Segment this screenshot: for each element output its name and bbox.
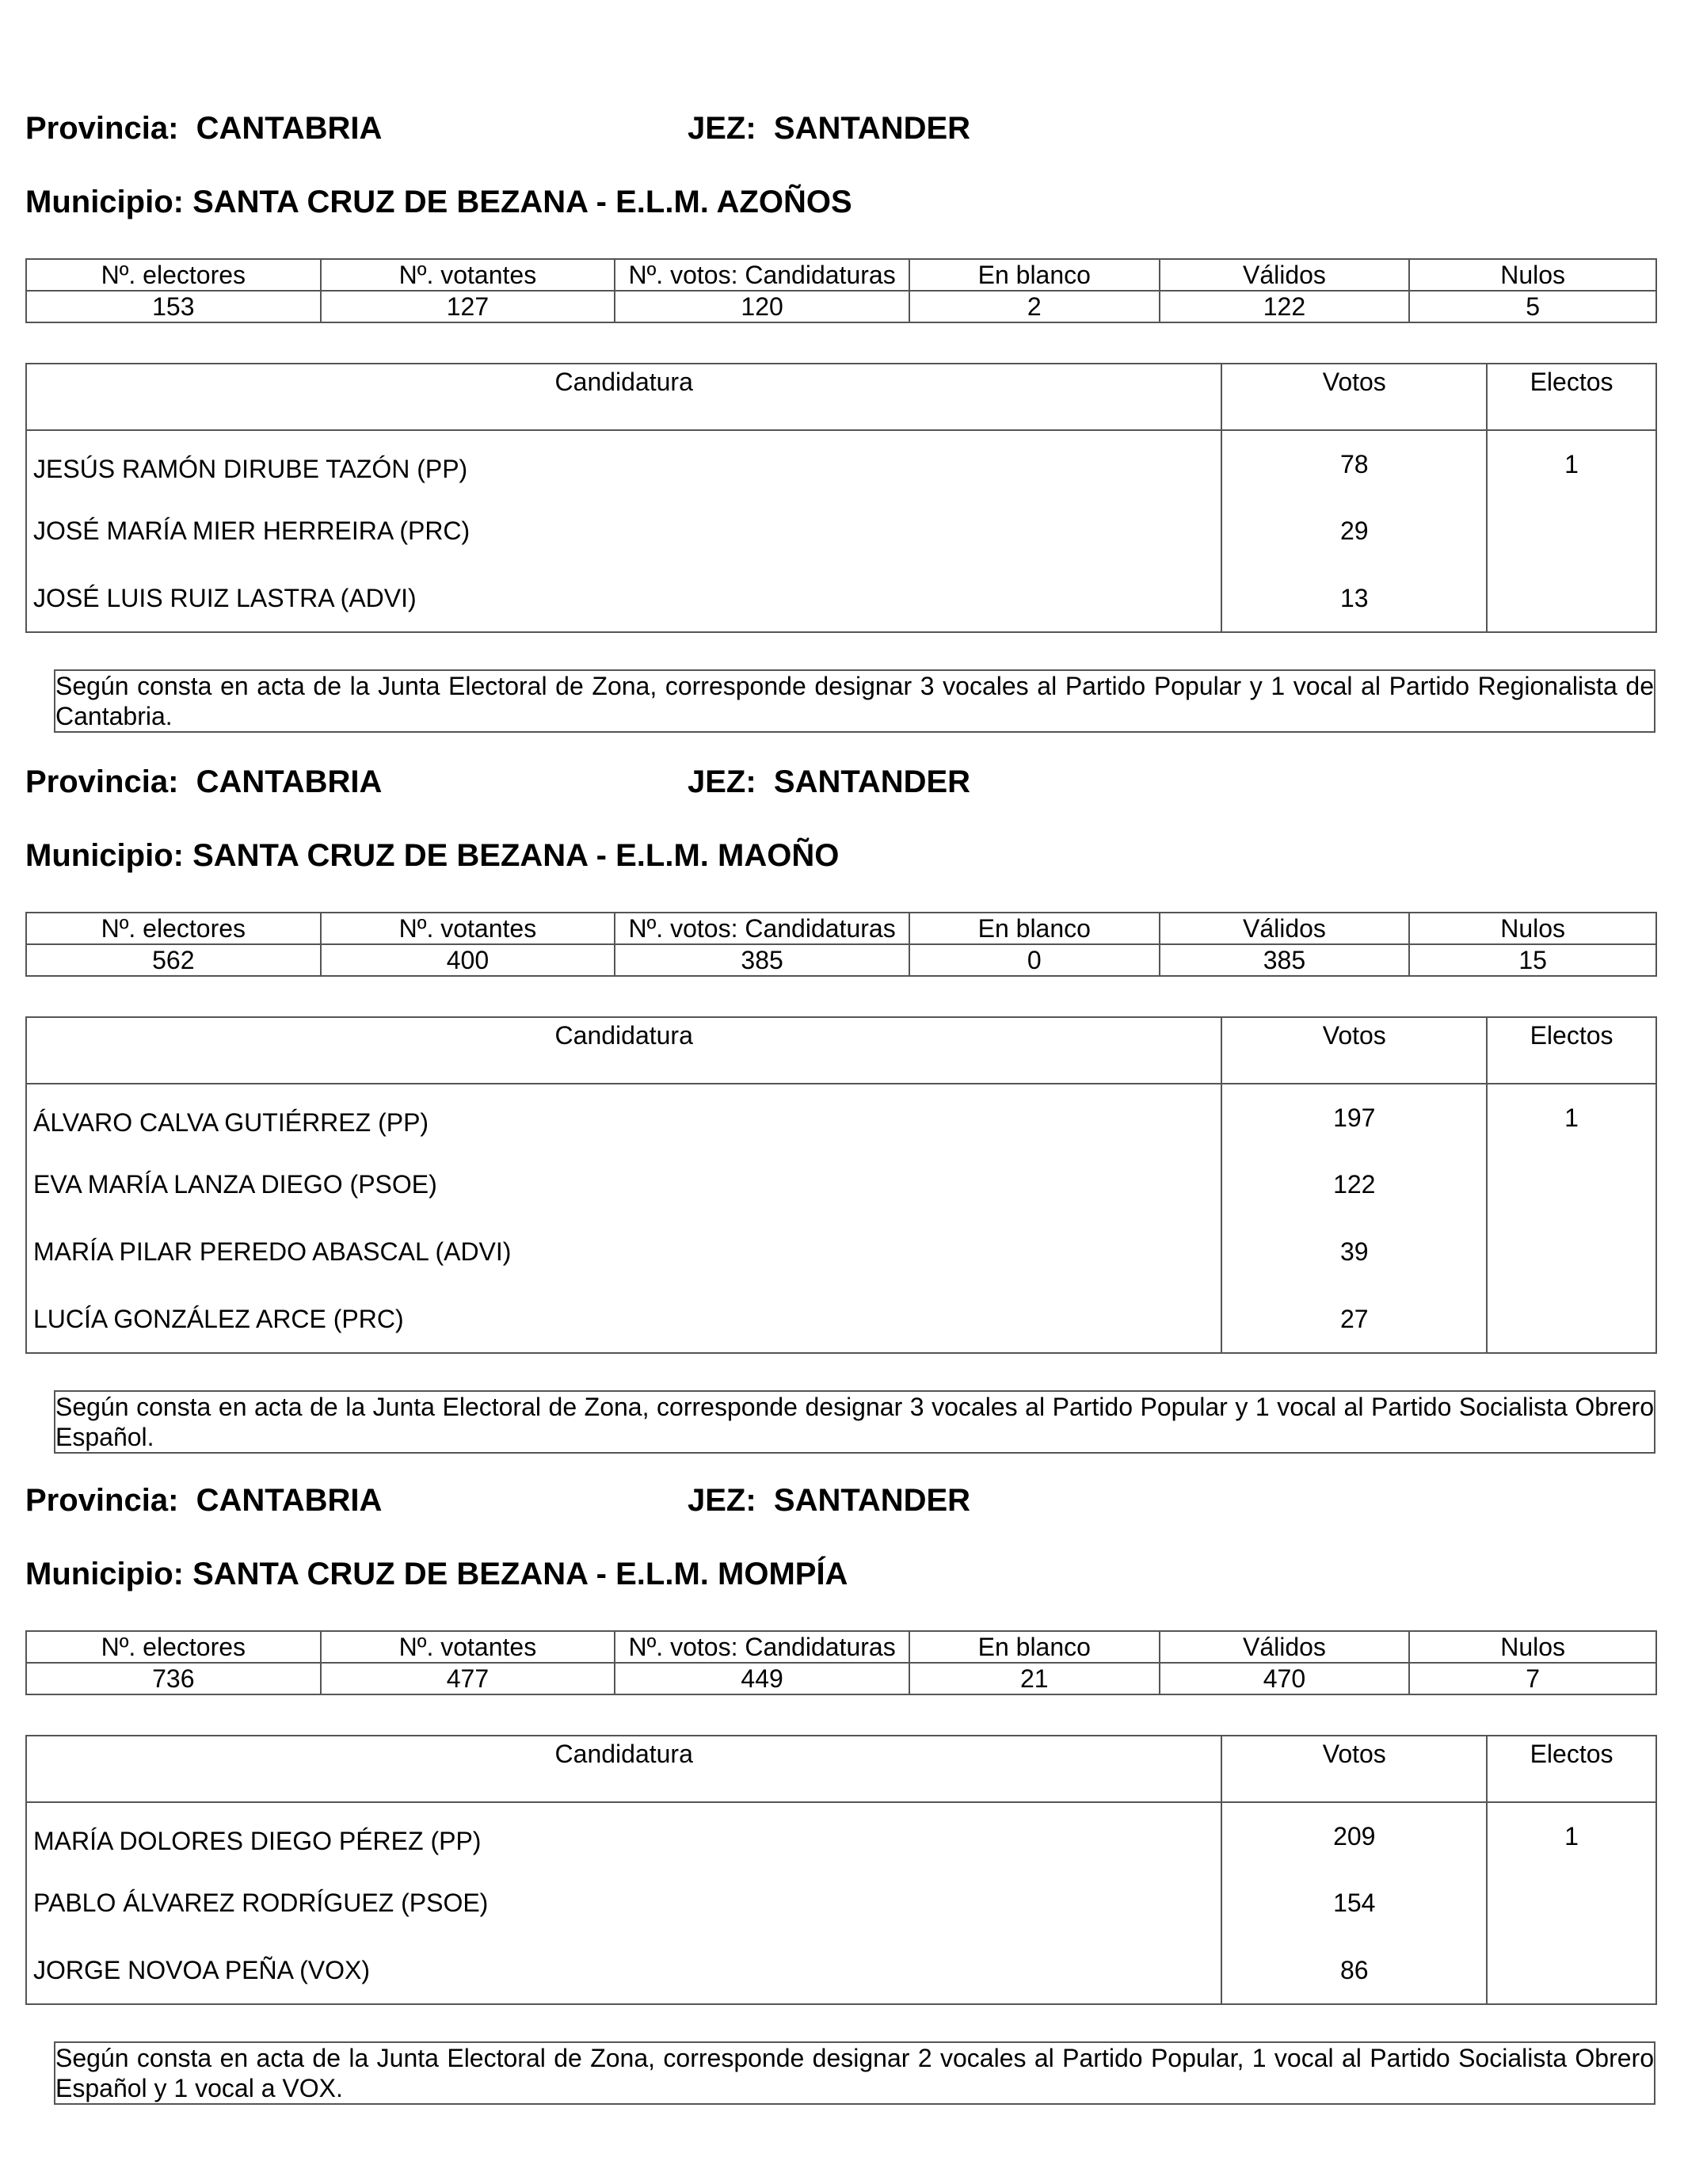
- candidate-name: MARÍA PILAR PEREDO ABASCAL (ADVI): [26, 1218, 1221, 1286]
- candidate-row: [26, 565, 1656, 632]
- summary-value-cell: 122: [1160, 291, 1410, 322]
- summary-table: [25, 912, 1657, 977]
- candidate-name: MARÍA DOLORES DIEGO PÉREZ (PP): [26, 1802, 1221, 1870]
- candidate-elected: [1487, 1870, 1656, 1937]
- candidates-header-row: [26, 364, 1656, 430]
- candidate-row: [26, 497, 1656, 565]
- summary-value-cell: 400: [321, 944, 615, 976]
- candidate-name: JOSÉ MARÍA MIER HERREIRA (PRC): [26, 497, 1221, 565]
- candidate-row: [26, 1870, 1656, 1937]
- municipio-title: Municipio: SANTA CRUZ DE BEZANA - E.L.M. MAOÑO: [25, 838, 840, 873]
- candidate-elected: [1487, 1151, 1656, 1218]
- candidate-name: PABLO ÁLVAREZ RODRÍGUEZ (PSOE): [26, 1870, 1221, 1937]
- summary-value-cell: 736: [26, 1663, 321, 1694]
- candidatura-header: Candidatura: [26, 1017, 1221, 1084]
- candidatura-header: Candidatura: [26, 364, 1221, 430]
- summary-header-cell: Válidos: [1160, 913, 1410, 944]
- summary-value-cell: 385: [1160, 944, 1410, 976]
- candidate-name: JESÚS RAMÓN DIRUBE TAZÓN (PP): [26, 430, 1221, 497]
- jez-note: Según consta en acta de la Junta Electoral de Zona, corresponde designar 3 vocales al Partido Popular y 1 vocal al Partido Regionalista de Cantabria.: [54, 669, 1655, 733]
- candidate-votes: 154: [1221, 1870, 1487, 1937]
- candidate-row: [26, 430, 1656, 497]
- summary-value-cell: 2: [909, 291, 1160, 322]
- summary-header-cell: Nulos: [1409, 1631, 1656, 1663]
- summary-header-cell: Nº. electores: [26, 913, 321, 944]
- summary-header-cell: En blanco: [909, 913, 1160, 944]
- summary-header-cell: Válidos: [1160, 259, 1410, 291]
- candidatura-header: Candidatura: [26, 1736, 1221, 1802]
- jez-line: JEZ: SANTANDER: [688, 1483, 971, 1518]
- summary-value-cell: 5: [1409, 291, 1656, 322]
- summary-header-cell: Nº. votos: Candidaturas: [615, 259, 909, 291]
- jez-line: JEZ: SANTANDER: [688, 111, 971, 146]
- candidate-elected: 1: [1487, 1084, 1656, 1151]
- summary-value-cell: 153: [26, 291, 321, 322]
- candidate-name: ÁLVARO CALVA GUTIÉRREZ (PP): [26, 1084, 1221, 1151]
- candidate-elected: 1: [1487, 1802, 1656, 1870]
- candidate-elected: [1487, 1218, 1656, 1286]
- candidate-row: [26, 1084, 1656, 1151]
- summary-header-cell: En blanco: [909, 1631, 1160, 1663]
- summary-header-row: [26, 1631, 1656, 1663]
- candidate-votes: 78: [1221, 430, 1487, 497]
- candidate-votes: 86: [1221, 1937, 1487, 2004]
- candidate-elected: [1487, 565, 1656, 632]
- summary-table: [25, 1630, 1657, 1695]
- summary-header-cell: Nº. votos: Candidaturas: [615, 913, 909, 944]
- summary-value-cell: 470: [1160, 1663, 1410, 1694]
- summary-header-cell: Nº. electores: [26, 1631, 321, 1663]
- summary-value-cell: 562: [26, 944, 321, 976]
- candidate-row: [26, 1286, 1656, 1353]
- candidate-row: [26, 1937, 1656, 2004]
- candidate-elected: [1487, 497, 1656, 565]
- votos-header: Votos: [1221, 1736, 1487, 1802]
- summary-value-row: [26, 1663, 1656, 1694]
- summary-value-row: [26, 944, 1656, 976]
- summary-value-cell: 120: [615, 291, 909, 322]
- summary-value-cell: 15: [1409, 944, 1656, 976]
- candidate-elected: [1487, 1286, 1656, 1353]
- municipio-title: Municipio: SANTA CRUZ DE BEZANA - E.L.M. MOMPÍA: [25, 1557, 848, 1591]
- summary-header-cell: En blanco: [909, 259, 1160, 291]
- candidate-name: EVA MARÍA LANZA DIEGO (PSOE): [26, 1151, 1221, 1218]
- electos-header: Electos: [1487, 364, 1656, 430]
- candidate-votes: 27: [1221, 1286, 1487, 1353]
- summary-value-cell: 127: [321, 291, 615, 322]
- candidates-table: [25, 1016, 1657, 1354]
- candidate-votes: 39: [1221, 1218, 1487, 1286]
- votos-header: Votos: [1221, 364, 1487, 430]
- votos-header: Votos: [1221, 1017, 1487, 1084]
- summary-value-cell: 7: [1409, 1663, 1656, 1694]
- jez-note: Según consta en acta de la Junta Electoral de Zona, corresponde designar 2 vocales al Partido Popular, 1 vocal al Partido Socialista Obrero Español y 1 vocal a VOX.: [54, 2041, 1655, 2105]
- candidate-elected: [1487, 1937, 1656, 2004]
- candidate-votes: 13: [1221, 565, 1487, 632]
- candidate-votes: 209: [1221, 1802, 1487, 1870]
- jez-line: JEZ: SANTANDER: [688, 764, 971, 799]
- summary-value-cell: 449: [615, 1663, 909, 1694]
- candidate-name: LUCÍA GONZÁLEZ ARCE (PRC): [26, 1286, 1221, 1353]
- jez-note: Según consta en acta de la Junta Electoral de Zona, corresponde designar 3 vocales al Partido Popular y 1 vocal al Partido Socialista Obrero Español.: [54, 1390, 1655, 1454]
- candidate-votes: 29: [1221, 497, 1487, 565]
- election-section: [25, 764, 1657, 1451]
- provincia-line: Provincia: CANTABRIA: [25, 111, 383, 146]
- candidate-votes: 122: [1221, 1151, 1487, 1218]
- summary-header-row: [26, 259, 1656, 291]
- candidates-table: [25, 1735, 1657, 2005]
- candidate-row: [26, 1151, 1656, 1218]
- summary-value-cell: 0: [909, 944, 1160, 976]
- summary-value-cell: 477: [321, 1663, 615, 1694]
- summary-value-cell: 385: [615, 944, 909, 976]
- candidate-name: JORGE NOVOA PEÑA (VOX): [26, 1937, 1221, 2004]
- provincia-line: Provincia: CANTABRIA: [25, 764, 383, 799]
- summary-table: [25, 258, 1657, 323]
- electos-header: Electos: [1487, 1017, 1656, 1084]
- summary-header-row: [26, 913, 1656, 944]
- candidate-elected: 1: [1487, 430, 1656, 497]
- electos-header: Electos: [1487, 1736, 1656, 1802]
- candidates-table: [25, 363, 1657, 633]
- candidates-header-row: [26, 1736, 1656, 1802]
- summary-header-cell: Nulos: [1409, 259, 1656, 291]
- candidates-header-row: [26, 1017, 1656, 1084]
- candidate-name: JOSÉ LUIS RUIZ LASTRA (ADVI): [26, 565, 1221, 632]
- summary-header-cell: Nº. votos: Candidaturas: [615, 1631, 909, 1663]
- summary-header-cell: Nº. electores: [26, 259, 321, 291]
- candidate-votes: 197: [1221, 1084, 1487, 1151]
- provincia-line: Provincia: CANTABRIA: [25, 1483, 383, 1518]
- summary-header-cell: Válidos: [1160, 1631, 1410, 1663]
- summary-header-cell: Nulos: [1409, 913, 1656, 944]
- summary-header-cell: Nº. votantes: [321, 259, 615, 291]
- summary-header-cell: Nº. votantes: [321, 1631, 615, 1663]
- election-section: [25, 111, 1657, 760]
- summary-value-cell: 21: [909, 1663, 1160, 1694]
- municipio-title: Municipio: SANTA CRUZ DE BEZANA - E.L.M. AZOÑOS: [25, 185, 852, 219]
- candidate-row: [26, 1218, 1656, 1286]
- candidate-row: [26, 1802, 1656, 1870]
- summary-value-row: [26, 291, 1656, 322]
- summary-header-cell: Nº. votantes: [321, 913, 615, 944]
- election-section: [25, 1483, 1657, 2133]
